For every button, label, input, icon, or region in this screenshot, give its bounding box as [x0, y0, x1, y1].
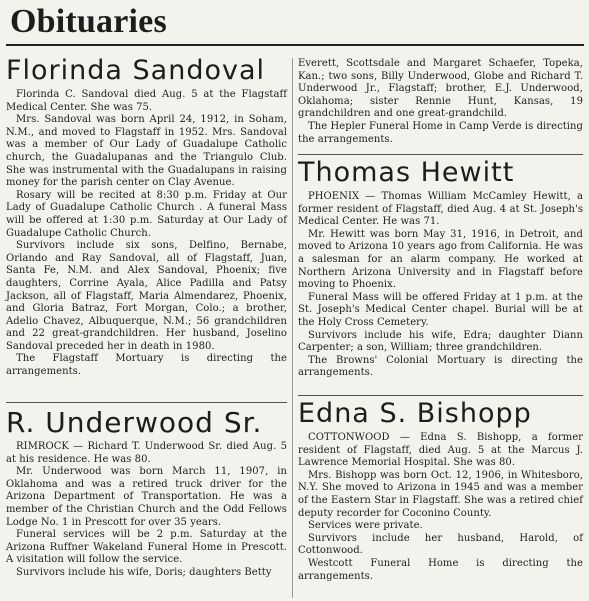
obituary-paragraph: The Flagstaff Mortuary is directing the arrangements.: [6, 353, 287, 378]
obituary-sandoval: [6, 56, 287, 379]
obituary-underwood: [6, 408, 287, 580]
obituary-paragraph: Everett, Scottsdale and Margaret Schaefer, Topeka, Kan.; two sons, Billy Underwood, Globe and Richard T. Underwood Jr., Flagstaff; brother, E.J. Underwood, Oklahoma; sister Rennie Hunt, Kansas, 19 grandchildren and one great-grandchild.: [298, 58, 583, 120]
obituary-paragraph: Survivors include her husband, Harold, of Cottonwood.: [298, 532, 583, 557]
obituary-paragraph: Rosary will be recited at 8:30 p.m. Friday at Our Lady of Guadalupe Catholic Church . A funeral Mass will be offered at 1:30 p.m. Saturday at Our Lady of Guadalupe Catholic Church.: [6, 189, 287, 239]
obituary-name: Edna S. Bishopp: [298, 398, 532, 429]
obituary-paragraph: Florinda C. Sandoval died Aug. 5 at the Flagstaff Medical Center. She was 75.: [6, 89, 287, 113]
obituary-hewitt: [298, 158, 583, 380]
obituary-underwood-continued: [298, 58, 583, 146]
obituary-paragraph: Survivors include his wife, Doris; daughters Betty: [16, 566, 272, 578]
section-title: Obituaries: [10, 3, 167, 40]
obituary-name: Florinda Sandoval: [6, 55, 266, 86]
obituary-paragraph: COTTONWOOD — Edna S. Bishopp, a former resident of Flagstaff, died Aug. 5 at the Marcus J. Lawrence Memorial Hospital. She was 80.: [298, 432, 583, 469]
obituary-name: R. Underwood Sr.: [6, 406, 263, 439]
obituary-paragraph: Funeral Mass will be offered Friday at 1 p.m. at the St. Joseph's Medical Center chapel. Burial will be at the Holy Cross Cemetery.: [298, 291, 583, 328]
masthead: [6, 0, 584, 46]
obituary-paragraph: Mrs. Sandoval was born April 24, 1912, in Soham, N.M., and moved to Flagstaff in 1952. Mrs. Sandoval was a member of Our Lady of Guadalupe Catholic church, the Guadalupanas and the Triangulo Club. She was instrumental with the Guadalupans in raising money for the parish center on Clay Avenue.: [6, 114, 287, 189]
obituary-paragraph: Mr. Hewitt was born May 31, 1916, in Detroit, and moved to Arizona 10 years ago from California. He was a salesman for an alarm company. He worked at Northern Arizona University and in Flagstaff before moving to Phoenix.: [298, 228, 583, 291]
obituary-separator: [6, 402, 287, 403]
obituary-bishopp: [298, 399, 583, 583]
obituary-paragraph: Services were private.: [308, 520, 423, 532]
obituary-paragraph: The Hepler Funeral Home in Camp Verde is directing the arrangements.: [298, 120, 583, 145]
obituary-paragraph: RIMROCK — Richard T. Underwood Sr. died Aug. 5 at his residence. He was 80.: [6, 441, 287, 465]
obituary-paragraph: Mr. Underwood was born March 11, 1907, in Oklahoma and was a retired truck driver for the Arizona Department of Transportation. He was a member of the Christian Church and the Odd Fellows Lodge No. 1 in Prescott for over 35 years.: [6, 466, 287, 528]
obituary-paragraph: Survivors include his wife, Edra; daughter Diann Carpenter; a son, William; three grandchildren.: [298, 329, 583, 354]
obituary-separator: [298, 395, 583, 396]
obituary-separator: [298, 154, 583, 155]
obituary-paragraph: PHOENIX — Thomas William McCamley Hewitt, a former resident of Flagstaff, died Aug. 4 at St. Joseph's Medical Center. He was 71.: [298, 191, 583, 228]
obituary-paragraph: Funeral services will be 2 p.m. Saturday at the Arizona Ruffner Wakeland Funeral Home in Prescott. A visitation will follow the service.: [6, 529, 287, 566]
obituary-paragraph: Westcott Funeral Home is directing the arrangements.: [298, 557, 583, 582]
obituary-paragraph: Survivors include six sons, Delfino, Bernabe, Orlando and Ray Sandoval, all of Flagstaff, Juan, Santa Fe, N.M. and Alex Sandoval, Phoenix; five daughters, Corrine Ayala, Alice Padilla and Patsy Jackson, all of Flagstaff, Maria Almendarez, Phoenix, and Gloria Batraz, Fort Morgan, Colo.; a brother, Adelio Chavez, Albuquerque, N.M.; 56 grandchildren and 22 great-grandchildren. Her husband, Joselino Sandoval preceded her in death in 1980.: [6, 240, 287, 352]
obituary-name: Thomas Hewitt: [298, 157, 515, 188]
column-divider: [292, 58, 293, 598]
obituary-paragraph: The Browns' Colonial Mortuary is directing the arrangements.: [298, 354, 583, 379]
obituary-paragraph: Mrs. Bishopp was born Oct. 12, 1906, in Whitesboro, N.Y. She moved to Arizona in 1945 and was a member of the Eastern Star in Flagstaff. She was a retired chief deputy recorder for Coconino County.: [298, 469, 583, 519]
